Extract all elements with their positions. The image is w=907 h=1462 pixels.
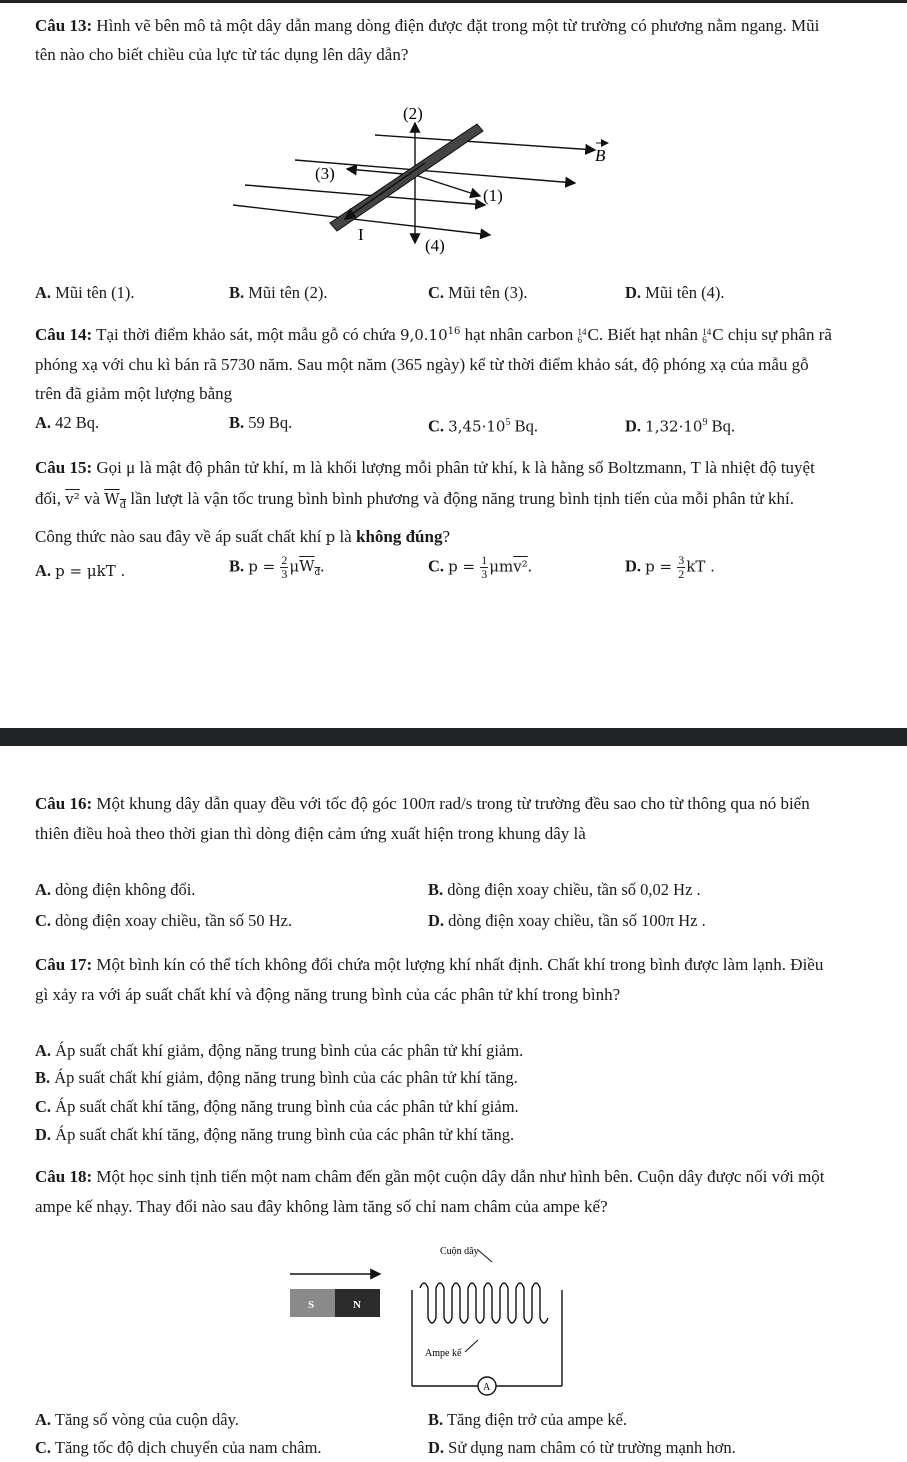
q16-label: Câu 16:: [35, 794, 93, 813]
q17-option-b: B. Áp suất chất khí giảm, động năng trung bình của các phân tử khí tăng.: [35, 1068, 518, 1087]
carbon-nuclide-2: 14 6: [702, 327, 712, 346]
wire: [330, 124, 483, 231]
q13-option-a: A. Mũi tên (1).: [35, 283, 135, 302]
q13-option-d: D. Mũi tên (4).: [625, 283, 725, 302]
label-4: (4): [425, 236, 445, 255]
q16-option-a: A. dòng điện không đổi.: [35, 880, 196, 899]
pole-s-label: S: [308, 1299, 315, 1311]
q18-stem: Câu 18: Một học sinh tịnh tiến một nam châm đến gần một cuộn dây dẫn như hình bên. Cuộn dây được nối với một ampe kế nhạy. Thay đổi nào sau đây không làm tăng số chỉ nam châm của ampe kế?: [35, 1167, 825, 1216]
q17-label: Câu 17:: [35, 955, 93, 974]
q17-option-c: C. Áp suất chất khí tăng, động năng trung bình của các phân tử khí giảm.: [35, 1097, 519, 1116]
q18-option-a: A. Tăng số vòng của cuộn dây.: [35, 1410, 239, 1429]
q15-emphasis: không đúng: [355, 527, 443, 546]
coil-leader: [478, 1250, 492, 1262]
q16-option-d: D. dòng điện xoay chiều, tần số 100π Hz .: [428, 911, 706, 930]
arrow-1: [415, 175, 480, 196]
q15-option-d: D. p = $\frac{3}{2}$ kT .: [625, 553, 715, 581]
label-i: I: [358, 225, 364, 244]
pole-n-label: N: [353, 1299, 361, 1311]
q16-option-b: B. dòng điện xoay chiều, tần số 0,02 Hz .: [428, 880, 701, 899]
q13-option-b: B. Mũi tên (2).: [229, 283, 328, 302]
q18-label: Câu 18:: [35, 1167, 93, 1186]
q17-option-d: D. Áp suất chất khí tăng, động năng trung bình của các phân tử khí tăng.: [35, 1125, 515, 1144]
label-b: B: [595, 146, 606, 165]
q13-label: Câu 13:: [35, 16, 93, 35]
label-3: (3): [315, 164, 335, 183]
mean-kinetic-energy: $W_đ$: [104, 490, 127, 511]
top-rule: [0, 0, 907, 3]
label-1: (1): [483, 186, 503, 205]
q15-option-b: B. p = $\frac{2}{3}$ $\mu W_đ$.: [229, 553, 325, 581]
page-divider: [0, 728, 907, 746]
q14-option-a: A. 42 Bq.: [35, 413, 100, 432]
q15-option-c: C. p = $\frac{1}{3}$ μmv².: [428, 553, 532, 581]
q16-stem: Câu 16: Một khung dây dẫn quay đều với tốc độ góc 100π rad/s trong từ trường đều sao cho từ thông qua nó biến thiên điều hoà theo thời gian thì dòng điện cảm ứng xuất hiện trong khung dây là: [35, 794, 810, 843]
q13-option-c: C. Mũi tên (3).: [428, 283, 528, 302]
q14-option-c: C. $3,45\cdot 10^5$ Bq.: [428, 416, 538, 436]
q14-option-d: D. $1,32\cdot 10^9$ Bq.: [625, 416, 735, 436]
ammeter-leader: [465, 1340, 478, 1352]
q18-option-d: D. Sử dụng nam châm có từ trường mạnh hơn.: [428, 1438, 736, 1457]
q15-label: Câu 15:: [35, 458, 93, 477]
q16-option-c: C. dòng điện xoay chiều, tần số 50 Hz.: [35, 911, 293, 930]
mean-square-velocity: v²: [65, 490, 80, 508]
label-2: (2): [403, 104, 423, 123]
q17-stem: Câu 17: Một bình kín có thể tích không đổi chứa một lượng khí nhất định. Chất khí trong bình được làm lạnh. Điều gì xảy ra với áp suất chất khí và động năng trung bình của các phân tử khí trong bình?: [35, 955, 824, 1004]
ammeter-label: Ampe kế: [425, 1348, 462, 1359]
q15-stem: Câu 15: Gọi μ là mật độ phân tử khí, m là khối lượng mỗi phân tử khí, k là hằng số Boltzmann, T là nhiệt độ tuyệt đối, v² và $W_đ$ lần lượt là vận tốc trung bình bình phương và động năng trung bình tịnh tiến của mỗi phân tử khí. Công thức nào sau đây về áp suất chất khí p là không đúng?: [35, 458, 815, 546]
coil: [412, 1283, 562, 1386]
q18-option-b: B. Tăng điện trở của ampe kế.: [428, 1410, 628, 1429]
coil-label: Cuộn dây: [440, 1246, 479, 1257]
carbon-nuclide: 14 6: [577, 327, 587, 346]
q18-figure: [280, 1240, 580, 1400]
q13-stem: [35, 11, 835, 69]
q14-label: Câu 14:: [35, 325, 93, 344]
particle-count: 9,0.10$^{16}$: [399, 326, 461, 344]
q18-option-c: C. Tăng tốc độ dịch chuyển của nam châm.: [35, 1438, 322, 1457]
ammeter-symbol: A: [483, 1382, 491, 1393]
q15-option-a: A. p = μkT .: [35, 561, 126, 580]
current-arrow: [345, 163, 425, 219]
field-line: [375, 135, 595, 150]
q13-text: Hình vẽ bên mô tả một dây dẫn mang dòng điện được đặt trong một từ trường có phương nằm ngang. Mũi tên nào cho biết chiều của lực từ tác dụng lên dây dẫn?: [35, 16, 820, 64]
q14-option-b: B. 59 Bq.: [229, 413, 293, 432]
q13-figure: [225, 95, 625, 265]
q17-option-a: A. Áp suất chất khí giảm, động năng trung bình của các phân tử khí giảm.: [35, 1041, 524, 1060]
q14-stem: Câu 14: Tại thời điểm khảo sát, một mẫu gỗ có chứa 9,0.10$^{16}$ hạt nhân carbon 14 6 C. Biết hạt nhân 14 6 C chịu sự phân rã phóng xạ với chu kì bán rã 5730 năm. Sau một năm (365 ngày) kể từ thời điểm khảo sát, độ phóng xạ của mẫu gỗ trên đã giảm một lượng bằng: [35, 325, 832, 403]
